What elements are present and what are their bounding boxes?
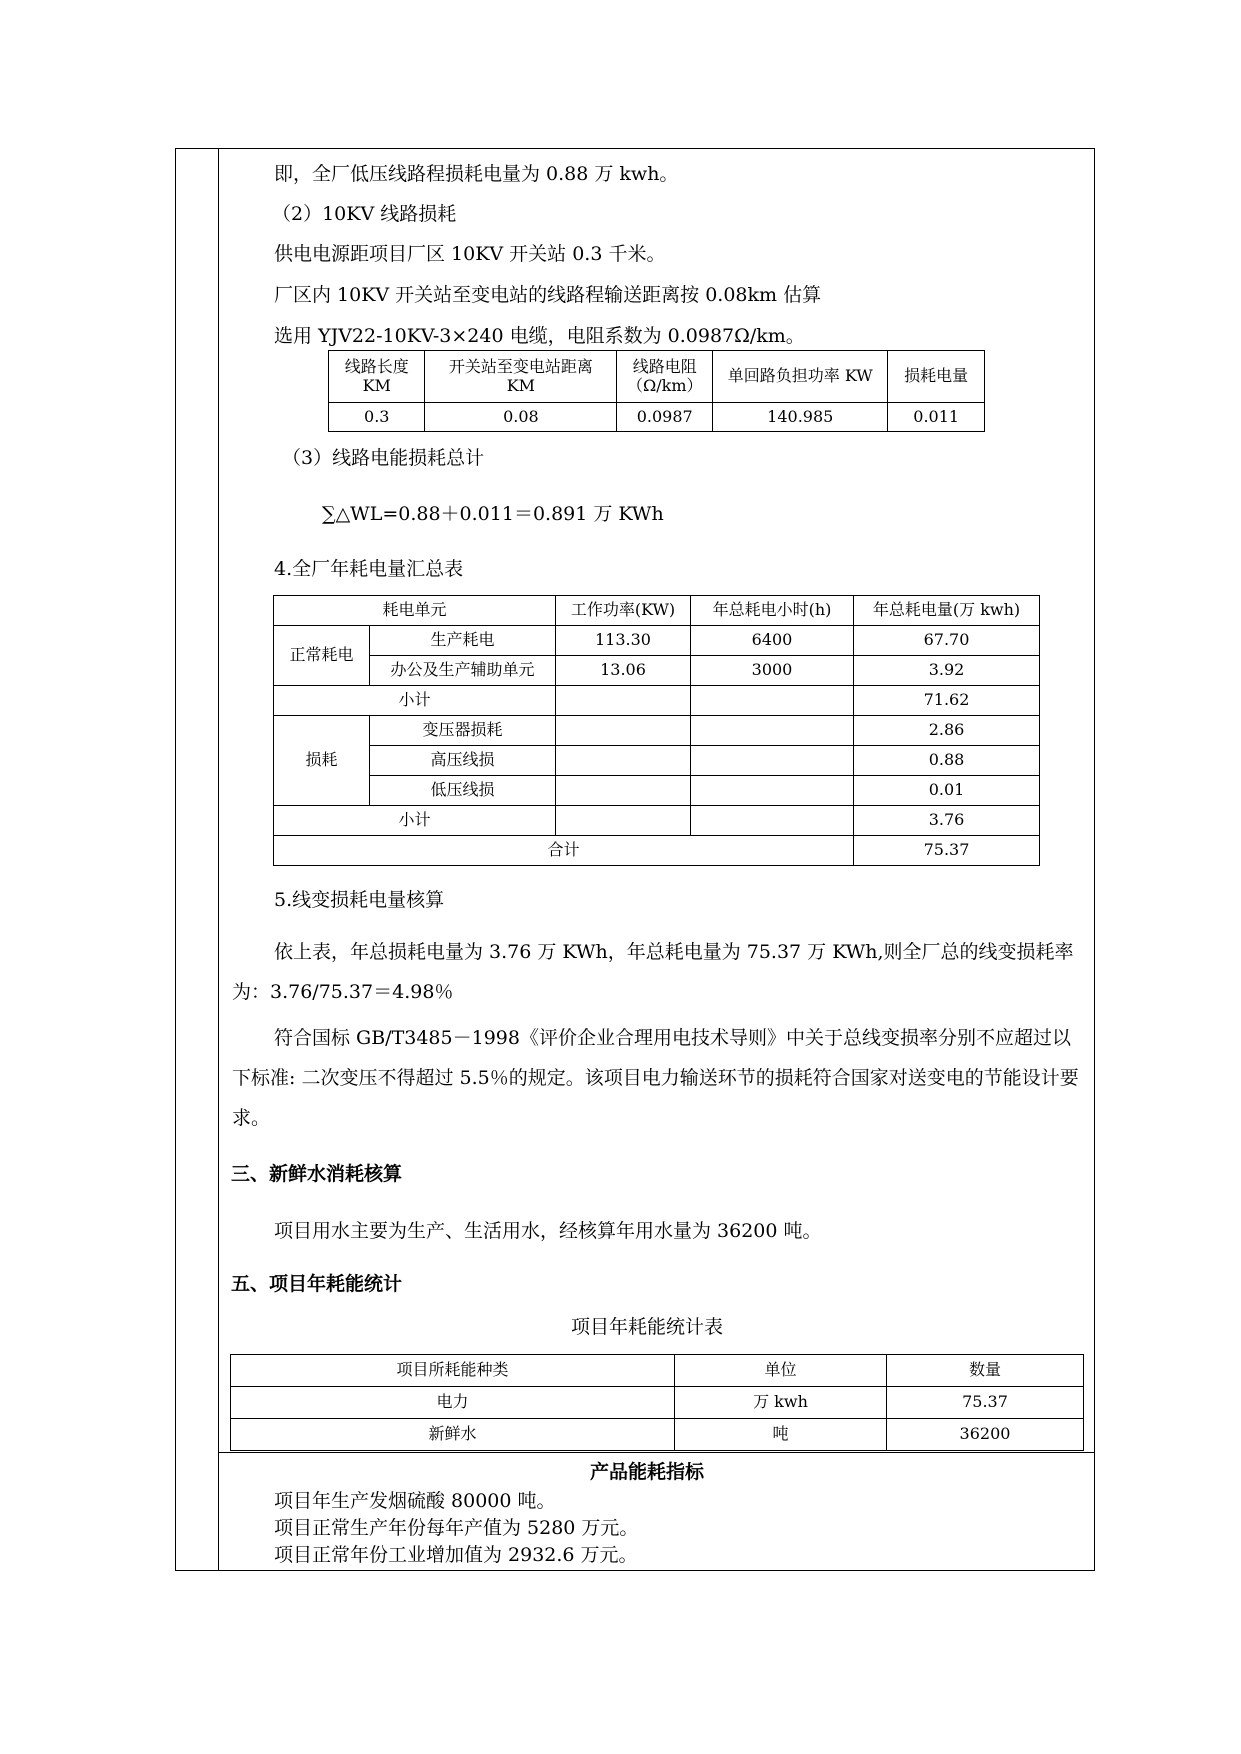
table-cell: 0.08: [425, 403, 617, 432]
subtotal-label: 小计: [274, 686, 556, 716]
table-cell: 36200: [887, 1419, 1084, 1451]
table-cell: 新鲜水: [231, 1419, 675, 1451]
table-cell: [556, 716, 691, 746]
header-cell: 项目所耗能种类: [231, 1355, 675, 1387]
table-cell: 0.3: [329, 403, 425, 432]
table-cell: [691, 806, 854, 836]
table-cell: 低压线损: [370, 776, 556, 806]
stat-heading: 五、项目年耗能统计: [231, 1273, 403, 1295]
standard-paragraph: 符合国标 GB/T3485－1998《评价企业合理用电技术导则》中关于总线变损率分别不应超过以下标准: 二次变压不得超过 5.5％的规定。该项目电力输送环节的损耗符合国家对送变电的节能设计要求。: [232, 1027, 1079, 1129]
total-loss-formula: ∑△WL=0.88＋0.011＝0.891 万 KWh: [322, 503, 664, 525]
header-cell: 数量: [887, 1355, 1084, 1387]
product-line-1: 项目年生产发烟硫酸 80000 吨。: [274, 1490, 556, 1512]
table-cell: [556, 776, 691, 806]
table-cell: 3.76: [854, 806, 1040, 836]
power-summary-table: [273, 595, 1040, 866]
header-text: 线路电阻 （Ω/km）: [626, 357, 703, 395]
table-cell: 0.0987: [617, 403, 713, 432]
header-cell: 耗电单元: [274, 596, 556, 626]
table-cell: 71.62: [854, 686, 1040, 716]
left-column-divider: [218, 148, 219, 1571]
table-cell: 6400: [691, 626, 854, 656]
table-cell: 13.06: [556, 656, 691, 686]
table-cell: [691, 776, 854, 806]
header-text: 线路长度 KM: [344, 357, 409, 395]
table-cell: [556, 746, 691, 776]
table-cell: 0.01: [854, 776, 1040, 806]
header-text: 单回路负担功率 KW: [727, 366, 873, 386]
supply-distance-text: 供电电源距项目厂区 10KV 开关站 0.3 千米。: [274, 243, 666, 265]
water-text: 项目用水主要为生产、生活用水，经核算年用水量为 36200 吨。: [274, 1220, 822, 1242]
section-divider: [218, 1452, 1095, 1453]
stat-table-title: 项目年耗能统计表: [571, 1316, 724, 1338]
cable-choice-text: 选用 YJV22-10KV-3×240 电缆，电阻系数为 0.0987Ω/km。: [274, 325, 805, 347]
section-3-heading: （3）线路电能损耗总计: [282, 447, 485, 469]
header-cell: 单位: [675, 1355, 887, 1387]
table-cell: 3000: [691, 656, 854, 686]
table-cell: [556, 806, 691, 836]
low-voltage-loss-text: 即，全厂低压线路程损耗电量为 0.88 万 kwh。: [274, 163, 679, 185]
table-cell: [556, 686, 691, 716]
product-line-2: 项目正常生产年份每年产值为 5280 万元。: [274, 1517, 639, 1539]
subtotal-label: 小计: [274, 806, 556, 836]
table-cell: 140.985: [713, 403, 888, 432]
section-5-heading: 5.线变损耗电量核算: [274, 889, 445, 911]
table-cell: 2.86: [854, 716, 1040, 746]
table-cell: 变压器损耗: [370, 716, 556, 746]
water-heading: 三、新鲜水消耗核算: [231, 1163, 403, 1185]
group-label: 损耗: [274, 716, 370, 806]
header-cell: [617, 351, 713, 403]
table-cell: 113.30: [556, 626, 691, 656]
header-text: 损耗电量: [904, 366, 969, 386]
line-loss-table: [328, 350, 985, 432]
table-cell: 吨: [675, 1419, 887, 1451]
product-heading: 产品能耗指标: [590, 1461, 705, 1483]
table-cell: 0.88: [854, 746, 1040, 776]
table-cell: 67.70: [854, 626, 1040, 656]
internal-distance-text: 厂区内 10KV 开关站至变电站的线路程输送距离按 0.08km 估算: [274, 284, 822, 306]
total-label: 合计: [274, 836, 854, 866]
section-4-heading: 4.全厂年耗电量汇总表: [274, 558, 464, 580]
table-cell: 高压线损: [370, 746, 556, 776]
table-cell: [691, 716, 854, 746]
table-cell: 75.37: [854, 836, 1040, 866]
table-cell: 万 kwh: [675, 1387, 887, 1419]
section-2-heading: （2）10KV 线路损耗: [272, 203, 457, 225]
header-cell: 年总耗电小时(h): [691, 596, 854, 626]
header-text: 开关站至变电站距离 KM: [448, 357, 593, 395]
product-line-3: 项目正常年份工业增加值为 2932.6 万元。: [274, 1544, 638, 1566]
header-cell: 年总耗电量(万 kwh): [854, 596, 1040, 626]
table-cell: 生产耗电: [370, 626, 556, 656]
header-cell: 工作功率(KW): [556, 596, 691, 626]
energy-stat-table: [230, 1354, 1084, 1451]
table-cell: 电力: [231, 1387, 675, 1419]
table-cell: 办公及生产辅助单元: [370, 656, 556, 686]
table-cell: [691, 746, 854, 776]
group-label: 正常耗电: [274, 626, 370, 686]
header-cell: [425, 351, 617, 403]
table-cell: 3.92: [854, 656, 1040, 686]
header-cell: [888, 351, 985, 403]
header-cell: [329, 351, 425, 403]
table-cell: [691, 686, 854, 716]
table-cell: 75.37: [887, 1387, 1084, 1419]
loss-rate-paragraph: 依上表，年总损耗电量为 3.76 万 KWh，年总耗电量为 75.37 万 KWh,则全厂总的线变损耗率为：3.76/75.37＝4.98％: [232, 941, 1074, 1003]
table-cell: 0.011: [888, 403, 985, 432]
header-cell: [713, 351, 888, 403]
